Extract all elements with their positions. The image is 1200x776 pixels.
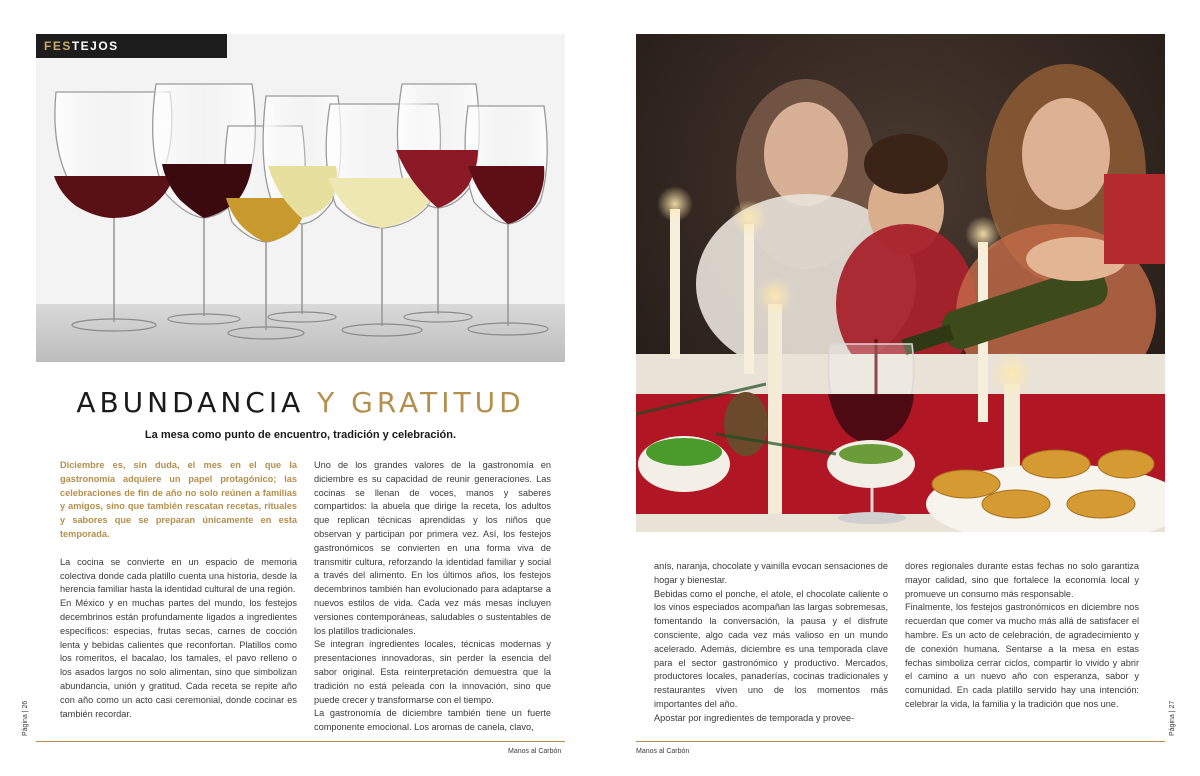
section-tag	[36, 34, 227, 58]
paragraph: Bebidas como el ponche, el atole, el chocolate caliente o los vinos especiados acompañan las largas sobremesas, fomentando la conversación, la pausa y el disfrute consciente, algo cada vez más valioso en un mundo acelerado. Además, diciembre es una temporada clave para el sector gastronómico y productivo. Mercados, productores locales, panaderías, cocinas tradicionales y restaurantes viven uno de los momentos más importantes del año.	[654, 588, 888, 709]
headline-part-2: Y GRATITUD	[317, 386, 525, 419]
section-tag-part-2: TEJOS	[71, 39, 119, 53]
section-tag-part-1: FES	[44, 39, 72, 53]
paragraph: En México y en muchas partes del mundo, los festejos decembrinos están profundamente ligados a ingredientes específicos: especias, frutas secas, carnes de cocción lenta y bebidas calientes que reconfortan. Platillos como los romeritos, el bacalao, los tamales, el pavo relleno o los asados largos no solo alimentan, sino que simbolizan abundancia, unión y gratitud. Cada receta se repite año con año como un acto casi ceremonial, donde cocinar es también recordar.	[60, 598, 297, 719]
headline	[36, 386, 565, 419]
family-dinner-photo	[636, 34, 1165, 532]
paragraph: dores regionales durante estas fechas no solo garantiza mayor calidad, sino que fortalece la economía local y promueve un consumo más responsable.	[905, 561, 1139, 599]
paragraph: Apostar por ingredientes de temporada y provee-	[654, 712, 855, 723]
paragraph: Finalmente, los festejos gastronómicos en diciembre nos recuerdan que comer va mucho más allá de satisfacer el hambre. Es un acto de celebración, de agradecimiento y de conexión humana. Sentarse a la mesa en estas fechas simboliza cerrar ciclos, compartir lo vivido y abrir el camino a un nuevo año con esperanza, sabor y comunidad. En cada platillo servido hay una intención: celebrar la vida, la familia y la tradición que nos une.	[905, 602, 1139, 709]
page-number-right: Página | 27	[1169, 700, 1176, 736]
paragraph: anís, naranja, chocolate y vainilla evocan sensaciones de hogar y bienestar.	[654, 561, 888, 585]
lead-paragraph: Diciembre es, sin duda, el mes en el que la gastronomía adquiere un papel protagónico; las celebraciones de fin de año no solo reúnen a familias y amigos, sino que también rescatan recetas, rituales y sabores que se preparan únicamente en esta temporada.	[60, 460, 297, 539]
paragraph: Se integran ingredientes locales, técnicas modernas y presentaciones innovadoras, sin perder la esencia del sabor original. Esta reinterpretación demuestra que la tradición no está peleada con la innovación, sino que puede crecer y transformarse con el tiempo.	[314, 639, 551, 705]
paragraph: Uno de los grandes valores de la gastronomía en diciembre es su capacidad de reunir generaciones. Las cocinas se llenan de voces, manos y saberes compartidos: la abuela que dirige la receta, los adultos que replican técnicas aprendidas y los niños que observan y participan por primera vez. Así, los festejos gastronómicos se convierten en una forma viva de transmitir cultura, reforzando la identidad familiar y social a través del alimento. En los últimos años, los festejos decembrinos también han evolucionado para adaptarse a nuevos estilos de vida. Cada vez más mesas incluyen versiones contemporáneas, saludables o sustentables de los platillos tradicionales.	[314, 460, 551, 636]
column-left-1	[60, 459, 297, 721]
paragraph: La cocina se convierte en un espacio de memoria colectiva donde cada platillo cuenta una historia, desde la herencia familiar hasta la identidad cultural de una región.	[60, 556, 297, 595]
column-right-2	[905, 560, 1139, 712]
footer-divider	[36, 741, 565, 742]
column-left-2	[314, 459, 551, 735]
column-right-1	[654, 560, 888, 726]
footer-publication-right: Manos al Carbón	[636, 748, 690, 755]
subtitle: La mesa como punto de encuentro, tradición y celebración.	[144, 429, 457, 441]
headline-part-1: ABUNDANCIA	[76, 386, 318, 419]
page-number-left: Página | 26	[22, 700, 29, 736]
footer-publication-left: Manos al Carbón	[508, 748, 562, 755]
paragraph: La gastronomía de diciembre también tiene un fuerte componente emocional. Los aromas de canela, clavo,	[314, 708, 551, 733]
footer-divider	[636, 741, 1165, 742]
wine-glasses-photo	[36, 34, 565, 362]
